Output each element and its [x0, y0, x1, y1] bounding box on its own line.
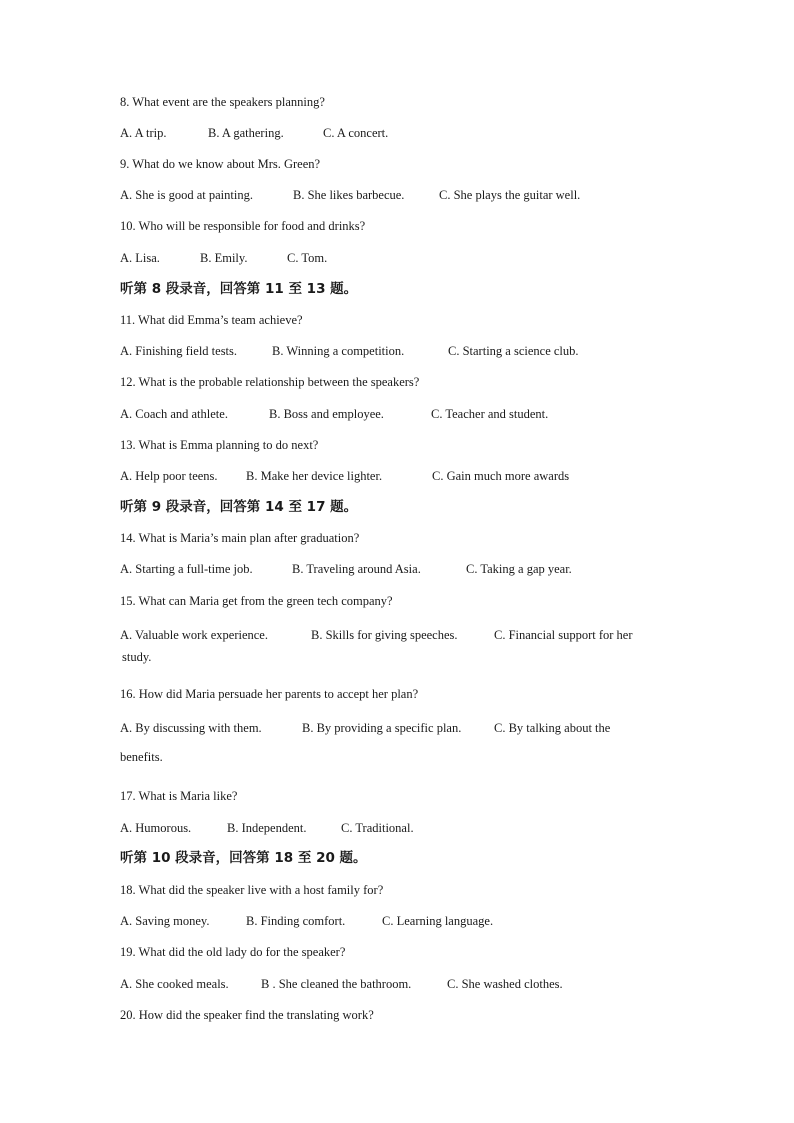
question-11-options	[120, 343, 654, 359]
option-b: B. By providing a specific plan.	[302, 721, 462, 735]
option-c: C. Gain much more awards	[432, 469, 570, 483]
question-20-stem: 20. How did the speaker find the translating work?	[120, 1008, 374, 1022]
option-a: A. Starting a full-time job.	[120, 562, 253, 576]
option-b: B. A gathering.	[208, 126, 284, 140]
option-b: B. Winning a competition.	[272, 344, 405, 358]
question-9-options	[120, 187, 654, 203]
option-c: C. She washed clothes.	[447, 977, 563, 991]
option-b: B. Skills for giving speeches.	[311, 628, 458, 642]
option-a: A. Humorous.	[120, 821, 192, 835]
option-b: B. Traveling around Asia.	[292, 562, 421, 576]
option-a: A. A trip.	[120, 126, 167, 140]
option-b: B. Emily.	[200, 251, 248, 265]
question-8-options	[120, 125, 654, 141]
question-19-stem: 19. What did the old lady do for the speaker?	[120, 945, 346, 959]
question-11-stem: 11. What did Emma’s team achieve?	[120, 313, 303, 327]
question-16-options	[120, 720, 654, 736]
option-c: C. By talking about the	[494, 721, 611, 735]
option-a: A. Saving money.	[120, 914, 210, 928]
question-13-options	[120, 468, 654, 484]
section-heading-9: 听第 9 段录音，回答第 14 至 17 题。	[120, 499, 358, 515]
option-b: B. Finding comfort.	[246, 914, 346, 928]
option-a: A. Lisa.	[120, 251, 160, 265]
question-16-option-c-continued: benefits.	[120, 750, 163, 764]
section-heading-10: 听第 10 段录音，回答第 18 至 20 题。	[120, 850, 367, 866]
option-c: C. Traditional.	[341, 821, 414, 835]
section-heading-8: 听第 8 段录音，回答第 11 至 13 题。	[120, 281, 358, 297]
option-a: A. She is good at painting.	[120, 188, 253, 202]
option-b: B. She likes barbecue.	[293, 188, 405, 202]
option-a: A. By discussing with them.	[120, 721, 262, 735]
question-10-options	[120, 250, 654, 266]
question-12-stem: 12. What is the probable relationship between the speakers?	[120, 375, 420, 389]
question-15-options	[120, 627, 654, 643]
option-c: C. She plays the guitar well.	[439, 188, 581, 202]
option-a: A. Valuable work experience.	[120, 628, 268, 642]
option-c: C. Taking a gap year.	[466, 562, 572, 576]
question-19-options	[120, 976, 654, 992]
question-17-stem: 17. What is Maria like?	[120, 789, 238, 803]
option-b: B. Make her device lighter.	[246, 469, 383, 483]
question-14-stem: 14. What is Maria’s main plan after graduation?	[120, 531, 360, 545]
question-13-stem: 13. What is Emma planning to do next?	[120, 438, 319, 452]
option-c: C. A concert.	[323, 126, 389, 140]
question-16-stem: 16. How did Maria persuade her parents to accept her plan?	[120, 687, 419, 701]
option-b: B. Independent.	[227, 821, 307, 835]
question-14-options	[120, 561, 654, 577]
question-18-stem: 18. What did the speaker live with a host family for?	[120, 883, 384, 897]
option-a: A. Coach and athlete.	[120, 407, 228, 421]
option-a: A. She cooked meals.	[120, 977, 229, 991]
option-a: A. Finishing field tests.	[120, 344, 238, 358]
option-a: A. Help poor teens.	[120, 469, 218, 483]
option-c: C. Financial support for her	[494, 628, 633, 642]
option-b: B . She cleaned the bathroom.	[261, 977, 412, 991]
question-15-option-c-continued: study.	[122, 650, 152, 664]
option-c: C. Starting a science club.	[448, 344, 579, 358]
question-15-stem: 15. What can Maria get from the green tech company?	[120, 594, 393, 608]
question-12-options	[120, 406, 654, 422]
option-b: B. Boss and employee.	[269, 407, 384, 421]
question-17-options	[120, 820, 654, 836]
option-c: C. Learning language.	[382, 914, 494, 928]
question-8-stem: 8. What event are the speakers planning?	[120, 95, 325, 109]
question-10-stem: 10. Who will be responsible for food and drinks?	[120, 219, 366, 233]
option-c: C. Teacher and student.	[431, 407, 549, 421]
question-9-stem: 9. What do we know about Mrs. Green?	[120, 157, 321, 171]
option-c: C. Tom.	[287, 251, 328, 265]
question-18-options	[120, 913, 654, 929]
